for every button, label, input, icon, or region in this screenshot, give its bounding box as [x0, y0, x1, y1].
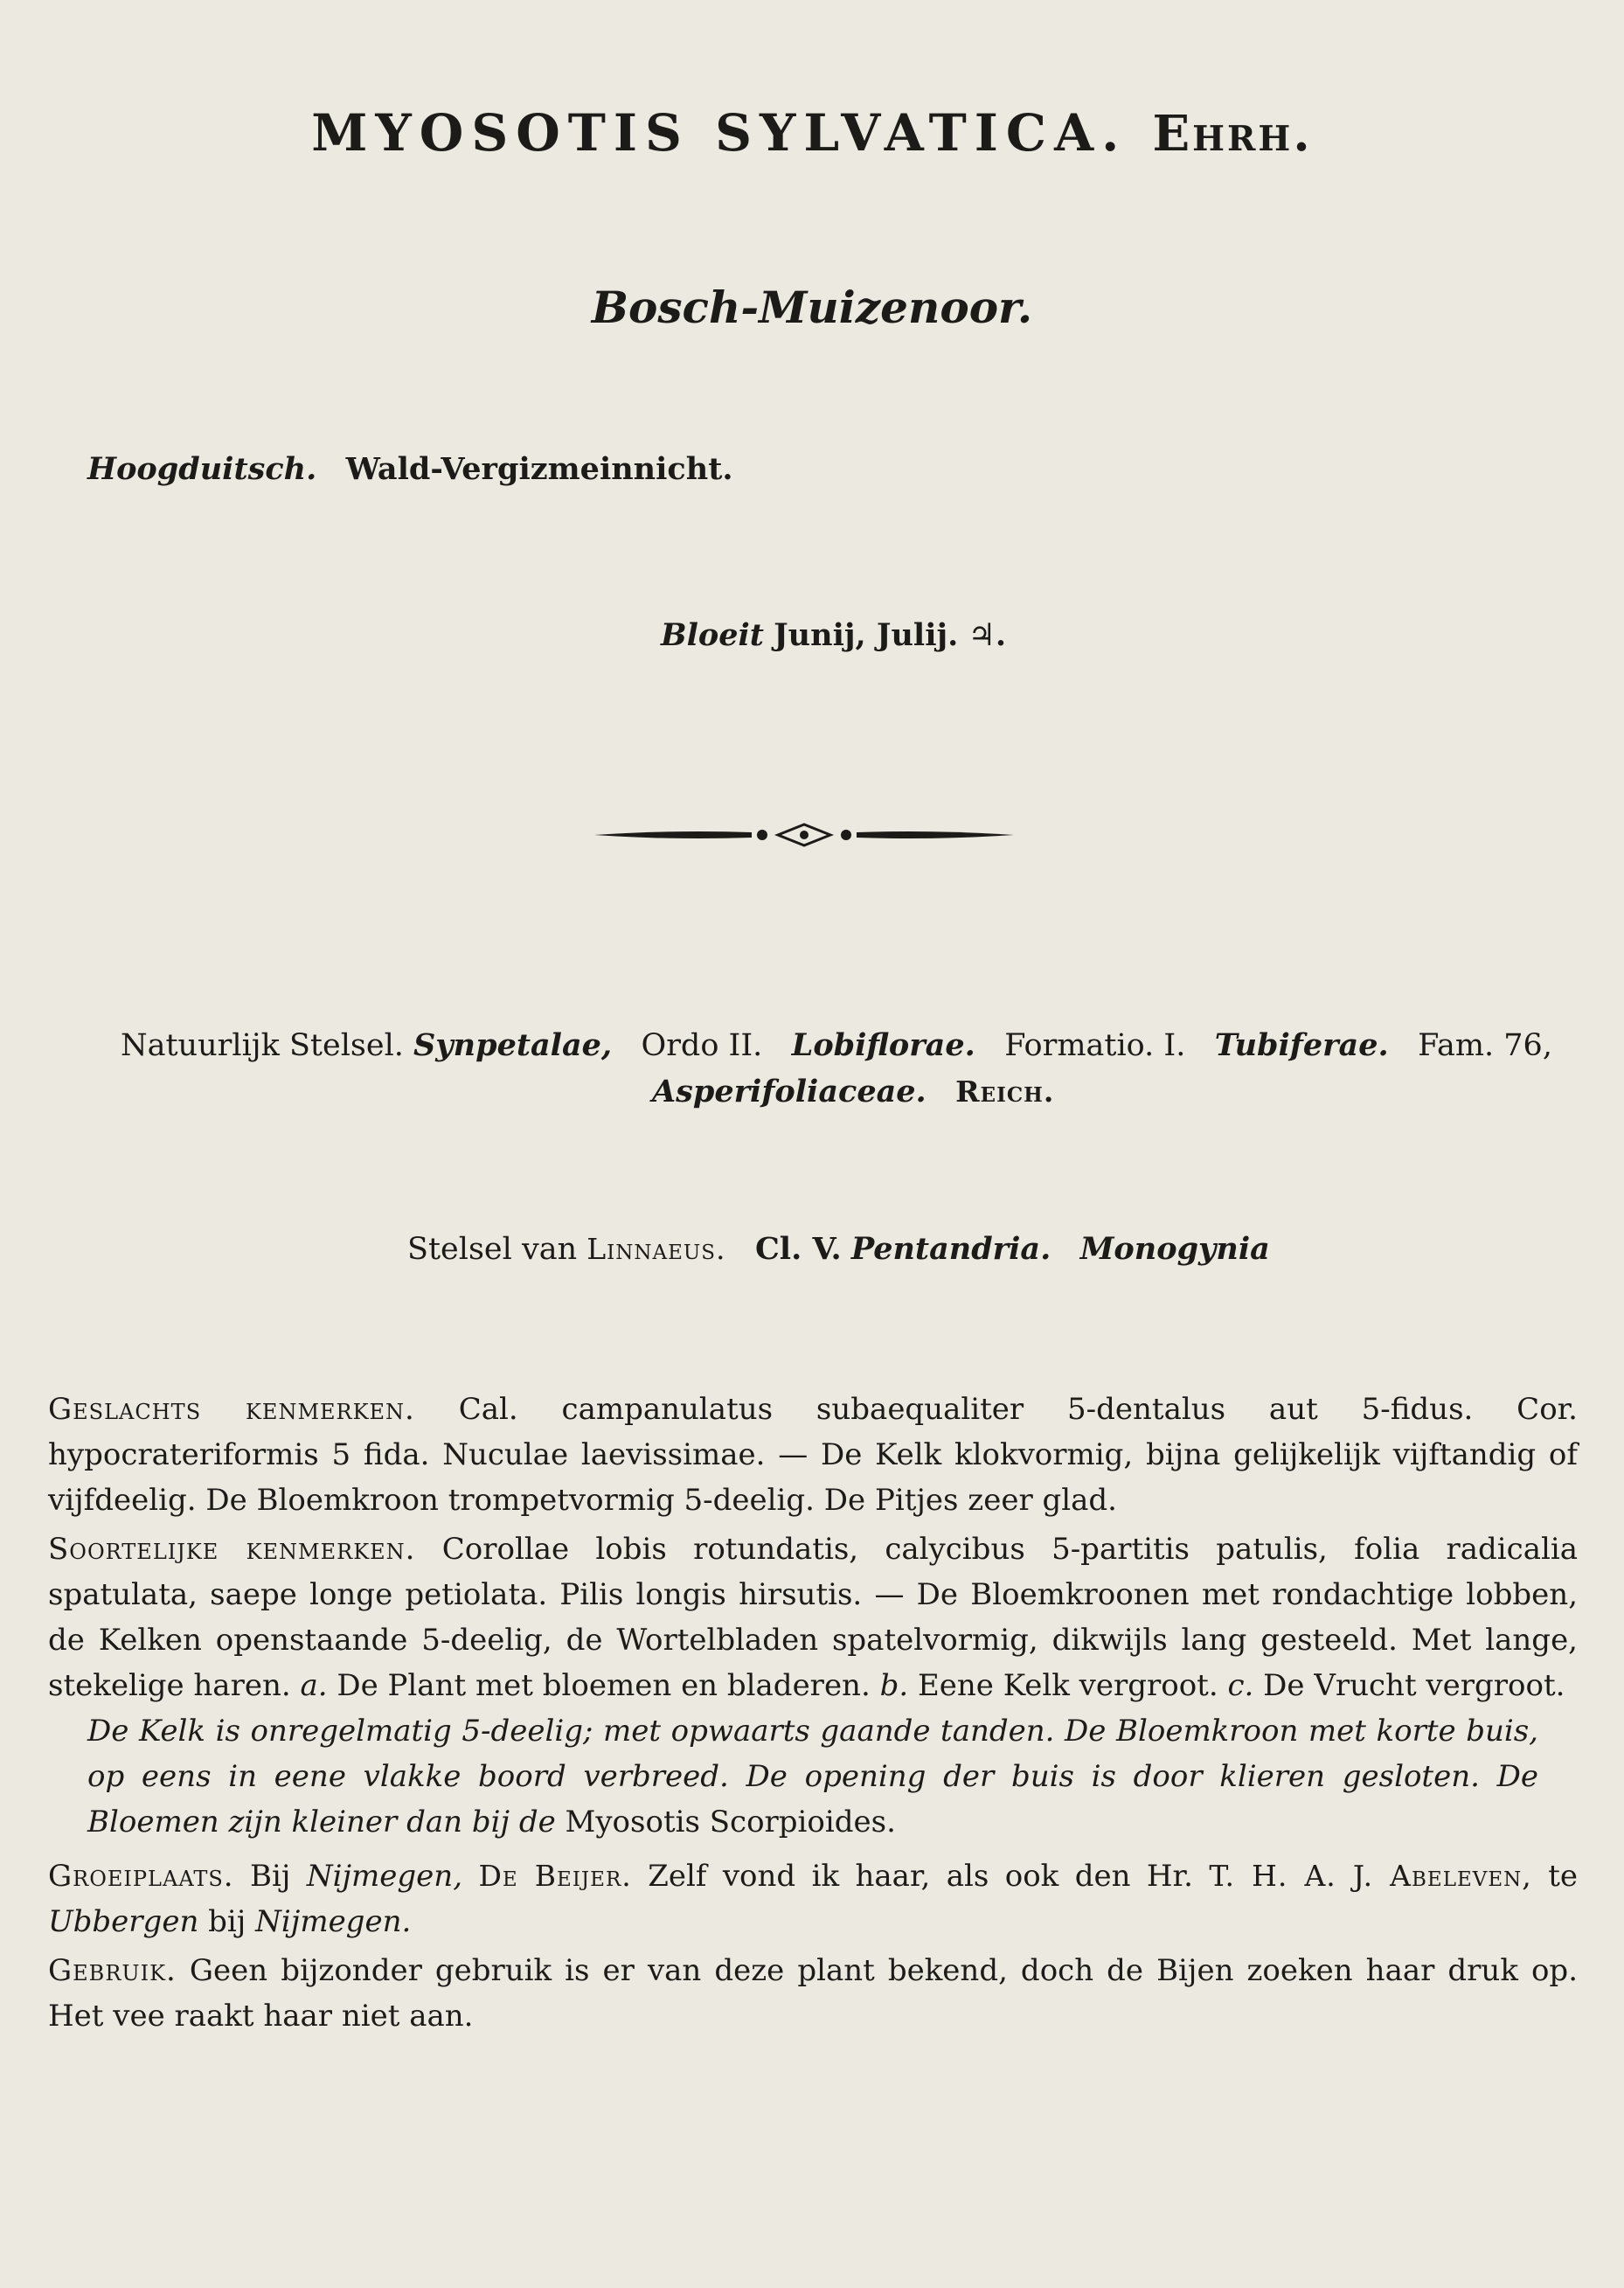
soortelijke-heading: Soortelijke kenmerken. — [48, 1532, 416, 1567]
groeiplaats-paragraph — [48, 1853, 1578, 1944]
formatio-value: Tubiferae. — [1214, 1027, 1389, 1063]
figure-a-label: a. — [300, 1668, 328, 1703]
natural-system-label: Natuurlijk Stelsel. — [121, 1028, 404, 1063]
description-species: Myosotis Scorpioides. — [565, 1805, 896, 1839]
description-paragraph — [87, 1708, 1538, 1845]
linnaeus-label: Stelsel van — [407, 1232, 578, 1267]
species-author: Ehrh. — [1152, 105, 1313, 163]
ordo-label: Ordo II. — [641, 1028, 763, 1063]
page-title — [0, 103, 1624, 163]
linnaeus-cl: Cl. V. — [754, 1231, 842, 1267]
gebruik-heading: Gebruik. — [48, 1953, 177, 1988]
figure-c-text: De Vrucht vergroot. — [1263, 1668, 1565, 1703]
figure-b-label: b. — [879, 1668, 909, 1703]
figure-c-label: c. — [1227, 1668, 1254, 1703]
soortelijke-text: Corollae lobis rotundatis, calycibus 5-partitis patulis, folia radicalia spatulata, saepe longe petiolata. Pilis longis hirsutis. — De Bloemkroonen met rondachtige lobben, de Kelken openstaande 5-deelig, de Wortelbladen spatelvormig, dikwijls lang gesteeld. Met lange, stekelige haren. — [48, 1532, 1578, 1703]
family-number: Fam. 76, — [1418, 1028, 1552, 1063]
linnaeus-order: Monogynia — [1079, 1231, 1270, 1267]
figure-a-text: De Plant met bloemen en bladeren. — [337, 1668, 871, 1703]
natural-system-class: Synpetalae, — [413, 1027, 613, 1063]
ornament-divider-icon — [594, 822, 1014, 848]
family-line — [652, 1074, 1054, 1109]
linnaeus-line — [407, 1231, 1270, 1267]
bloom-line — [661, 617, 1006, 653]
place-nijmegen: Nijmegen, — [306, 1859, 463, 1894]
linnaeus-class: Pentandria. — [850, 1231, 1051, 1267]
groeiplaats-text-2: Zelf vond ik haar, als ook den Hr. — [648, 1859, 1193, 1894]
gebruik-paragraph — [48, 1948, 1578, 2039]
groeiplaats-text-1: Bij — [250, 1859, 291, 1894]
gebruik-text: Geen bijzonder gebruik is er van deze plant bekend, doch de Bijen zoeken haar druk op. Het vee raakt haar niet aan. — [48, 1953, 1579, 2034]
place-nijmegen-2: Nijmegen. — [255, 1904, 412, 1939]
species-name: MYOSOTIS SYLVATICA. — [311, 103, 1128, 163]
synonym-label: Hoogduitsch. — [87, 451, 317, 487]
linnaeus-name: Linnaeus. — [586, 1232, 726, 1266]
family-author: Reich. — [955, 1074, 1055, 1109]
place-ubbergen: Ubbergen — [48, 1904, 199, 1939]
synonym-value: Wald-Vergizmeinnicht. — [345, 451, 733, 487]
soortelijke-paragraph — [48, 1526, 1578, 1708]
common-name: Bosch-Muizenoor. — [591, 282, 1033, 333]
description-text: De Kelk is onregelmatig 5-deelig; met opwaarts gaande tanden. De Bloemkroon met korte buis, op eens in eene vlakke boord verbreed. De opening der buis is door klieren gesloten. De Bloemen zijn kleiner dan bij de — [87, 1714, 1538, 1839]
formatio-label: Formatio. I. — [1004, 1028, 1186, 1063]
synonym-line — [87, 451, 733, 487]
geslachts-text: Cal. campanulatus subaequaliter 5-dentalus aut 5-fidus. Cor. hypocrateriformis 5 fida. Nuculae laevissimae. — De Kelk klokvormig, bijna gelijkelijk vijftandig of vijfdeelig. De Bloemkroon trompetvormig 5-deelig. De Pitjes zeer glad. — [48, 1392, 1578, 1518]
bloom-label: Bloeit — [661, 617, 764, 653]
person-abeleven: T. H. A. J. Abeleven, — [1209, 1859, 1532, 1893]
groeiplaats-text-4: bij — [208, 1904, 246, 1939]
figure-b-text: Eene Kelk vergroot. — [917, 1668, 1218, 1703]
natural-system-line — [121, 1027, 1552, 1063]
geslachts-heading: Geslachts kenmerken. — [48, 1392, 415, 1427]
groeiplaats-text-3: te — [1548, 1859, 1579, 1894]
bloom-months: Junij, Julij. — [774, 617, 959, 653]
perennial-symbol: ♃. — [968, 617, 1007, 653]
person-de-beijer: De Beijer. — [478, 1859, 632, 1893]
family-name: Asperifoliaceae. — [652, 1074, 927, 1109]
ordo-value: Lobiflorae. — [791, 1027, 975, 1063]
geslachts-paragraph — [48, 1387, 1578, 1523]
groeiplaats-heading: Groeiplaats. — [48, 1859, 234, 1894]
